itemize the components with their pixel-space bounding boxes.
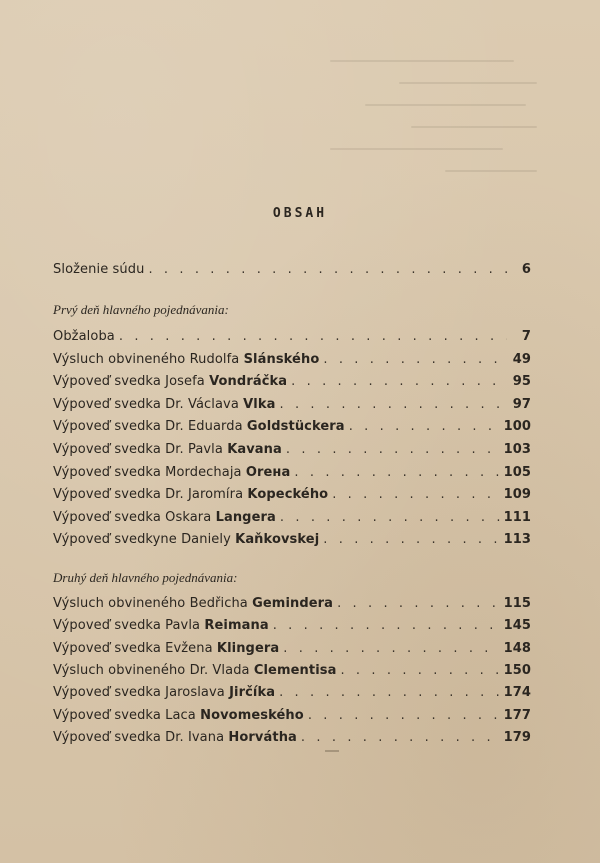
toc-page-number: 103	[503, 442, 531, 457]
toc-entry[interactable]	[53, 730, 531, 748]
toc-page-number: 150	[503, 662, 531, 678]
toc-leader-dots	[279, 397, 507, 412]
toc-entry-label: Složenie súdu	[53, 262, 145, 277]
toc-page-number: 145	[503, 618, 531, 634]
toc-entry-label: Výpoveď svedka Dr. Ivana Horvátha	[53, 729, 297, 745]
toc-page-number: 174	[503, 685, 531, 701]
section-heading-day-2: Druhý deň hlavného pojednávania:	[53, 570, 238, 585]
toc-entry-label: Výsluch obvineného Dr. Vlada Clementisa	[53, 662, 337, 678]
toc-entry-label: Výpoveď svedkyne Daniely Kaňkovskej	[53, 532, 320, 548]
toc-entry[interactable]	[53, 685, 531, 703]
toc-entry-label: Výpoveď svedka Dr. Jaromíra Kopeckého	[53, 487, 329, 503]
toc-leader-dots	[148, 262, 507, 277]
toc-page-number: 148	[503, 640, 531, 656]
toc-leader-dots	[279, 685, 499, 700]
toc-page-number: 111	[503, 509, 531, 525]
toc-entry[interactable]	[53, 596, 531, 614]
toc-entry[interactable]	[53, 442, 531, 460]
toc-page-number: 109	[503, 487, 531, 503]
section-heading-day-1: Prvý deň hlavného pojednávania:	[53, 302, 229, 317]
toc-page-number: 105	[503, 464, 531, 480]
toc-page-number: 95	[512, 374, 531, 390]
toc-entry-label: Výpoveď svedka Dr. Pavla Kavana	[53, 442, 282, 457]
toc-entry[interactable]	[53, 708, 531, 726]
toc-entry-label: Výpoveď svedka Dr. Václava Vlka	[53, 396, 276, 412]
toc-leader-dots	[323, 532, 499, 547]
toc-entry[interactable]	[53, 618, 531, 636]
toc-page-number: 49	[512, 351, 531, 367]
toc-leader-dots	[308, 708, 500, 723]
toc-entry-label: Výpoveď svedka Evžena Klingera	[53, 640, 280, 656]
toc-leader-dots	[283, 641, 499, 656]
toc-leader-dots	[301, 730, 500, 745]
toc-page-number: 97	[512, 396, 531, 412]
toc-entry[interactable]	[53, 510, 531, 528]
toc-page-number: 100	[503, 419, 531, 435]
toc-leader-dots	[337, 596, 500, 611]
toc-page-number: 6	[521, 262, 531, 277]
toc-page-number: 115	[503, 596, 531, 611]
toc-leader-dots	[323, 352, 507, 367]
toc-leader-dots	[340, 663, 499, 678]
reverse-side-bleed-through	[330, 60, 560, 230]
ink-smudge	[325, 750, 339, 752]
toc-entry[interactable]	[53, 663, 531, 681]
toc-entry[interactable]	[53, 641, 531, 659]
toc-entry[interactable]	[53, 419, 531, 437]
toc-entry[interactable]	[53, 532, 531, 550]
toc-entry[interactable]	[53, 397, 531, 415]
toc-entry[interactable]	[53, 374, 531, 392]
toc-entry-label: Výpoveď svedka Dr. Eduarda Goldstückera	[53, 419, 345, 435]
toc-leader-dots	[280, 510, 500, 525]
toc-page-number: 113	[503, 532, 531, 548]
toc-leader-dots	[349, 419, 500, 434]
toc-leader-dots	[332, 487, 499, 502]
toc-leader-dots	[291, 374, 507, 389]
toc-entry-label: Výpoveď svedka Josefa Vondráčka	[53, 374, 288, 390]
toc-entry-label: Výsluch obvineného Rudolfa Slánského	[53, 351, 320, 367]
toc-entry-label: Výpoveď svedka Mordechaja Oreна	[53, 464, 291, 480]
toc-entry-label: Výpoveď svedka Jaroslava Jirčíka	[53, 685, 276, 701]
toc-entry-label: Výpoveď svedka Pavla Reimana	[53, 618, 269, 634]
toc-entry-label: Výpoveď svedka Laca Novomeského	[53, 707, 304, 723]
toc-page-number: 7	[521, 329, 531, 344]
toc-entry[interactable]	[53, 262, 531, 280]
toc-entry-label: Výpoveď svedka Oskara Langera	[53, 509, 276, 525]
toc-page-number: 177	[503, 707, 531, 723]
toc-leader-dots	[286, 442, 500, 457]
toc-entry[interactable]	[53, 465, 531, 483]
toc-leader-dots	[119, 329, 507, 344]
toc-page-number: 179	[503, 729, 531, 745]
toc-entry-label: Výsluch obvineného Bedřicha Gemindera	[53, 596, 334, 611]
toc-entry[interactable]	[53, 329, 531, 347]
toc-entry[interactable]	[53, 352, 531, 370]
toc-leader-dots	[273, 618, 500, 633]
toc-entry-label: Obžaloba	[53, 329, 115, 344]
page-title: OBSAH	[272, 206, 328, 221]
toc-leader-dots	[294, 465, 499, 480]
toc-entry[interactable]	[53, 487, 531, 505]
